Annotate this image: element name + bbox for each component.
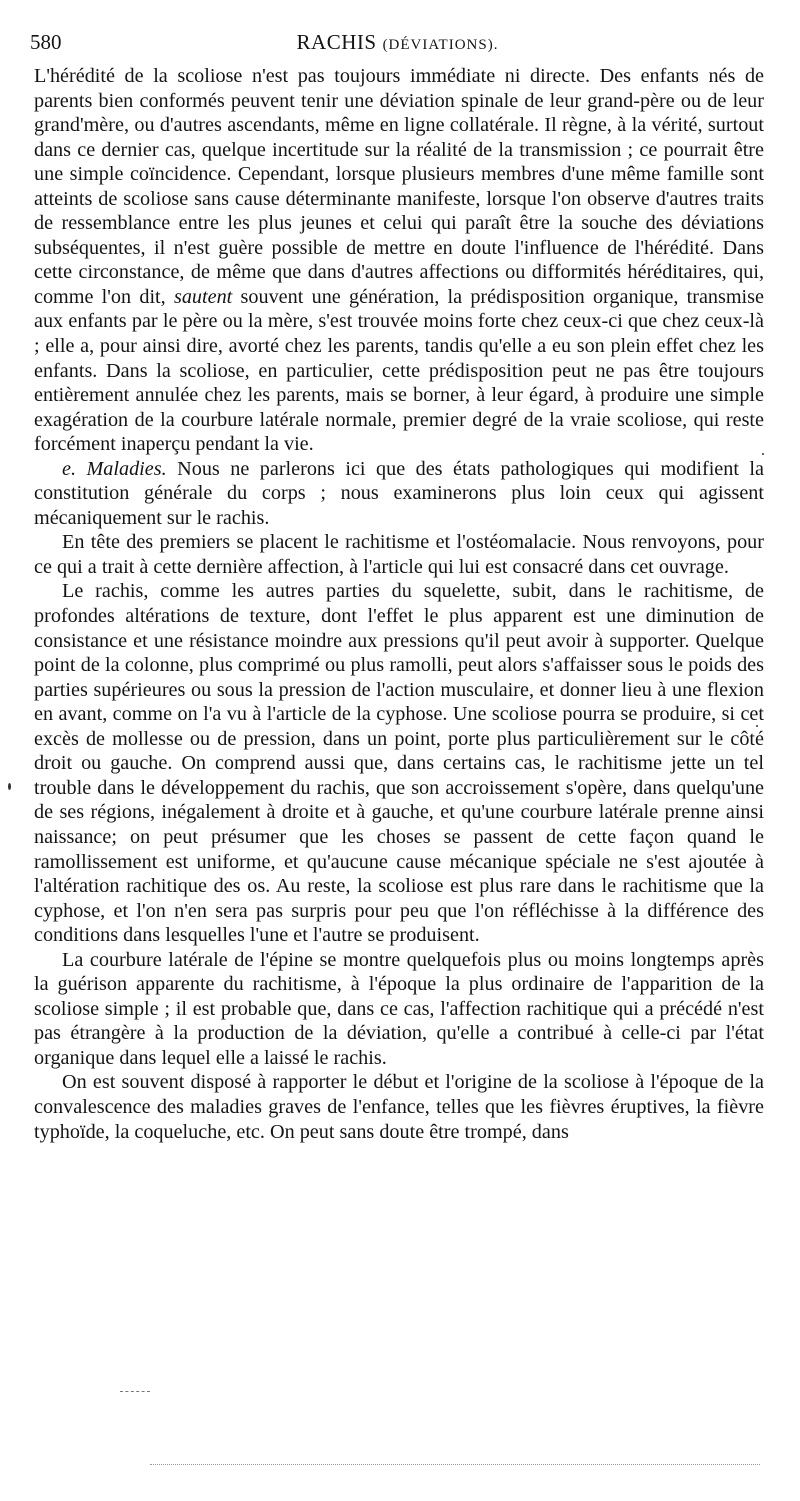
margin-speck [756,725,758,727]
body-text [34,64,764,1144]
emphasized-word: sautent [173,285,233,308]
paragraph-rachitisme-mecanisme [34,579,764,947]
paragraph-courbure-laterale [34,948,764,1071]
page-number: 580 [30,30,62,54]
paragraph-convalescence [34,1070,764,1144]
running-title-sub: (DÉVIATIONS). [382,37,499,53]
paragraph-rachitisme-intro [34,530,764,579]
running-title-main: RACHIS [296,30,377,54]
paragraph-text: Le rachis, comme les autres parties du squelette, subit, dans le rachitisme, de profondes altérations de texture, dont l'effet le plus apparent est une diminution de consistance et une résistance moindre aux pressions qu'il peut avoir à supporter. Quelque point de la colonne, plus comprimé ou plus ramolli, peut alors s'affaisser sous le poids des parties supérieures ou sous la pression de l'action musculaire, et donner lieu à une flexion en avant, comme on l'a vu à l'article de la cyphose. Une scoliose pourra se produire, si cet excès de mollesse ou de pression, dans un point, porte plus particulièrement sur le côté droit ou gauche. On comprend aussi que, dans certains cas, le rachitisme jette un tel trouble dans le développement du rachis, que son accroissement s'opère, dans quelqu'une de ses régions, inégalement à droite et à gauche, et qu'une courbure latérale prenne ainsi naissance; on peut présumer que les choses se passent de cette façon quand le ramollissement est uniforme, et qu'aucune cause mécanique spéciale ne s'est ajoutée à l'altération rachitique des os. Au reste, la scoliose est plus rare dans le rachitisme que la cyphose, et l'on n'en sera pas surpris pour peu que l'on réfléchisse à la différence des conditions dans lesquelles l'une et l'autre se produisent. [34,580,764,947]
paragraph-text: Nous ne parlerons ici que des états pathologiques qui modifient la constitution générale du corps ; nous examinerons plus loin ceux qui agissent mécaniquement sur le rachis. [34,457,765,529]
paragraph-heredite [34,64,764,457]
bottom-ink-mark [120,1391,150,1392]
paragraph-text: La courbure latérale de l'épine se montre quelquefois plus ou moins longtemps après la guérison apparente du rachitisme, à l'époque la plus ordinaire de l'apparition de la scoliose simple ; il est probable que, dans ce cas, l'affection rachitique qui a précédé n'est pas étrangère à la production de la déviation, qu'elle a contribué à celle-ci par l'état organique dans lequel elle a laissé le rachis. [34,948,764,1069]
paragraph-text: En tête des premiers se placent le rachitisme et l'ostéomalacie. Nous renvoyons, pour ce qui a trait à cette dernière affection, à l'article qui lui est consacré dans cet ouvrage. [34,531,764,578]
paragraph-text: souvent une génération, la prédisposition organique, transmise aux enfants par le père ou la mère, s'est trouvée moins forte chez ceux-ci que chez ceux-là ; elle a, pour ainsi dire, avorté chez les parents, tandis qu'elle a eu son plein effet chez les enfants. Dans la scoliose, en particulier, cette prédisposition peut ne pas être toujours entièrement annulée chez les parents, mais se borner, à leur égard, à produire une simple exagération de la courbure latérale normale, premier degré de la vraie scoliose, qui reste forcément inaperçu pendant la vie. [34,285,764,456]
section-label: e. Maladies. [62,457,167,480]
margin-speck [762,453,764,455]
running-title [30,30,765,55]
bottom-dotted-line [150,1464,760,1465]
paragraph-text: On est souvent disposé à rapporter le début et l'origine de la scoliose à l'époque de la convalescence des maladies graves de l'enfance, telles que les fièvres éruptives, la fièvre typhoïde, la coqueluche, etc. On peut sans doute être trompé, dans [34,1071,764,1143]
margin-speck [8,783,11,790]
running-header [30,28,765,58]
paragraph-text: L'hérédité de la scoliose n'est pas toujours immédiate ni directe. Des enfants nés de parents bien conformés peuvent tenir une déviation spinale de leur grand-père ou de leur grand'mère, ou d'autres ascendants, même en ligne collatérale. Il règne, à la vérité, surtout dans ce dernier cas, quelque incertitude sur la réalité de la transmission ; ce pourrait être une simple coïncidence. Cependant, lorsque plusieurs membres d'une même famille sont atteints de scoliose sans cause déterminante manifeste, lorsque l'on observe d'autres traits de ressemblance entre les plus jeunes et celui qui paraît être la souche des déviations subséquentes, il n'est guère possible de mettre en doute l'influence de l'hérédité. Dans cette circonstance, de même que dans d'autres affections ou difformités héréditaires, qui, comme l'on dit, [34,65,764,308]
paragraph-maladies [34,457,764,531]
